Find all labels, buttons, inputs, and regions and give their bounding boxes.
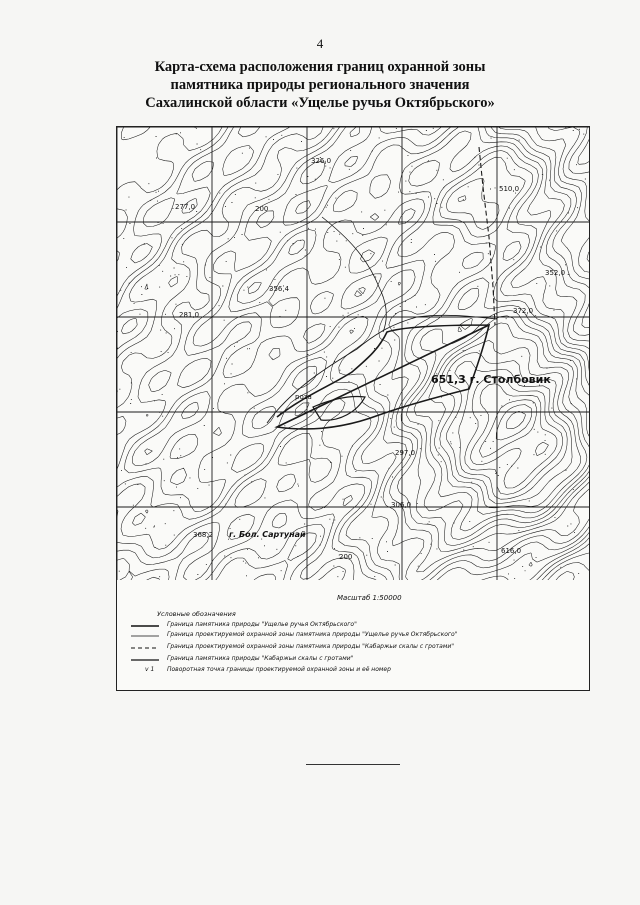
legend-item-label: Поворотная точка границы проектируемой охранной зоны и её номер (167, 666, 391, 673)
elevation-label: 281,0 (179, 311, 200, 319)
kabarzhi-zone-boundary (479, 147, 495, 325)
grid-lines (117, 127, 589, 581)
legend-item-label: Граница проектируемой охранной зоны памятника природы "Ущелье ручья Октябрьского" (167, 631, 458, 638)
contour-path (117, 127, 589, 581)
map-legend (116, 580, 590, 691)
elevation-label: 356,4 (269, 285, 290, 293)
document-title (60, 58, 580, 112)
elevation-label: 297,0 (395, 449, 416, 457)
legend-item-label: Граница проектируемой охранной зоны памятника природы "Кабаржьи скалы с гротами" (167, 643, 455, 650)
elevation-label: 352,0 (545, 269, 566, 277)
elevation-label: 326,0 (311, 157, 332, 165)
title-line-2: памятника природы регионального значения (170, 77, 470, 93)
legend-item-label: Граница памятника природы "Ущелье ручья Октябрьского" (167, 621, 357, 628)
place-label-roza: роза (295, 393, 312, 401)
page-number: 4 (316, 36, 324, 51)
peak-label-sartunay: г. Бол. Сартунай (229, 530, 306, 539)
stream-line (322, 217, 386, 332)
footer-divider (306, 764, 400, 765)
elevation-label: 306,0 (391, 501, 412, 509)
turning-point-symbol: v 1 (145, 666, 155, 673)
topographic-map (116, 126, 590, 582)
peak-label-stolbovik: 651,3 г. Столбовик (431, 373, 551, 386)
map-labels (175, 157, 565, 561)
coordinate-grid (117, 127, 589, 581)
scale-label: Масштаб 1:50000 (337, 594, 402, 602)
elevation-label: 277,0 (175, 203, 196, 211)
vegetation-dots (117, 127, 586, 580)
protection-zone-boundary (267, 315, 497, 423)
legend-title: Условные обозначения (157, 610, 236, 618)
elevation-label: 372,0 (513, 307, 534, 315)
elevation-label: 616,0 (501, 547, 522, 555)
elevation-label: 510,0 (499, 185, 520, 193)
contour-lines (117, 127, 589, 581)
title-line-3: Сахалинской области «Ущелье ручья Октябрьского» (145, 95, 495, 111)
elevation-label: 200 (339, 553, 353, 561)
elevation-label: 200 (255, 205, 269, 213)
contour-map-svg (117, 127, 589, 581)
title-line-1: Карта-схема расположения границ охранной зоны (154, 59, 486, 75)
legend-item-label: Граница памятника природы "Кабаржьи скалы с гротами" (167, 655, 354, 662)
elevation-label: 368,2 (193, 531, 214, 539)
